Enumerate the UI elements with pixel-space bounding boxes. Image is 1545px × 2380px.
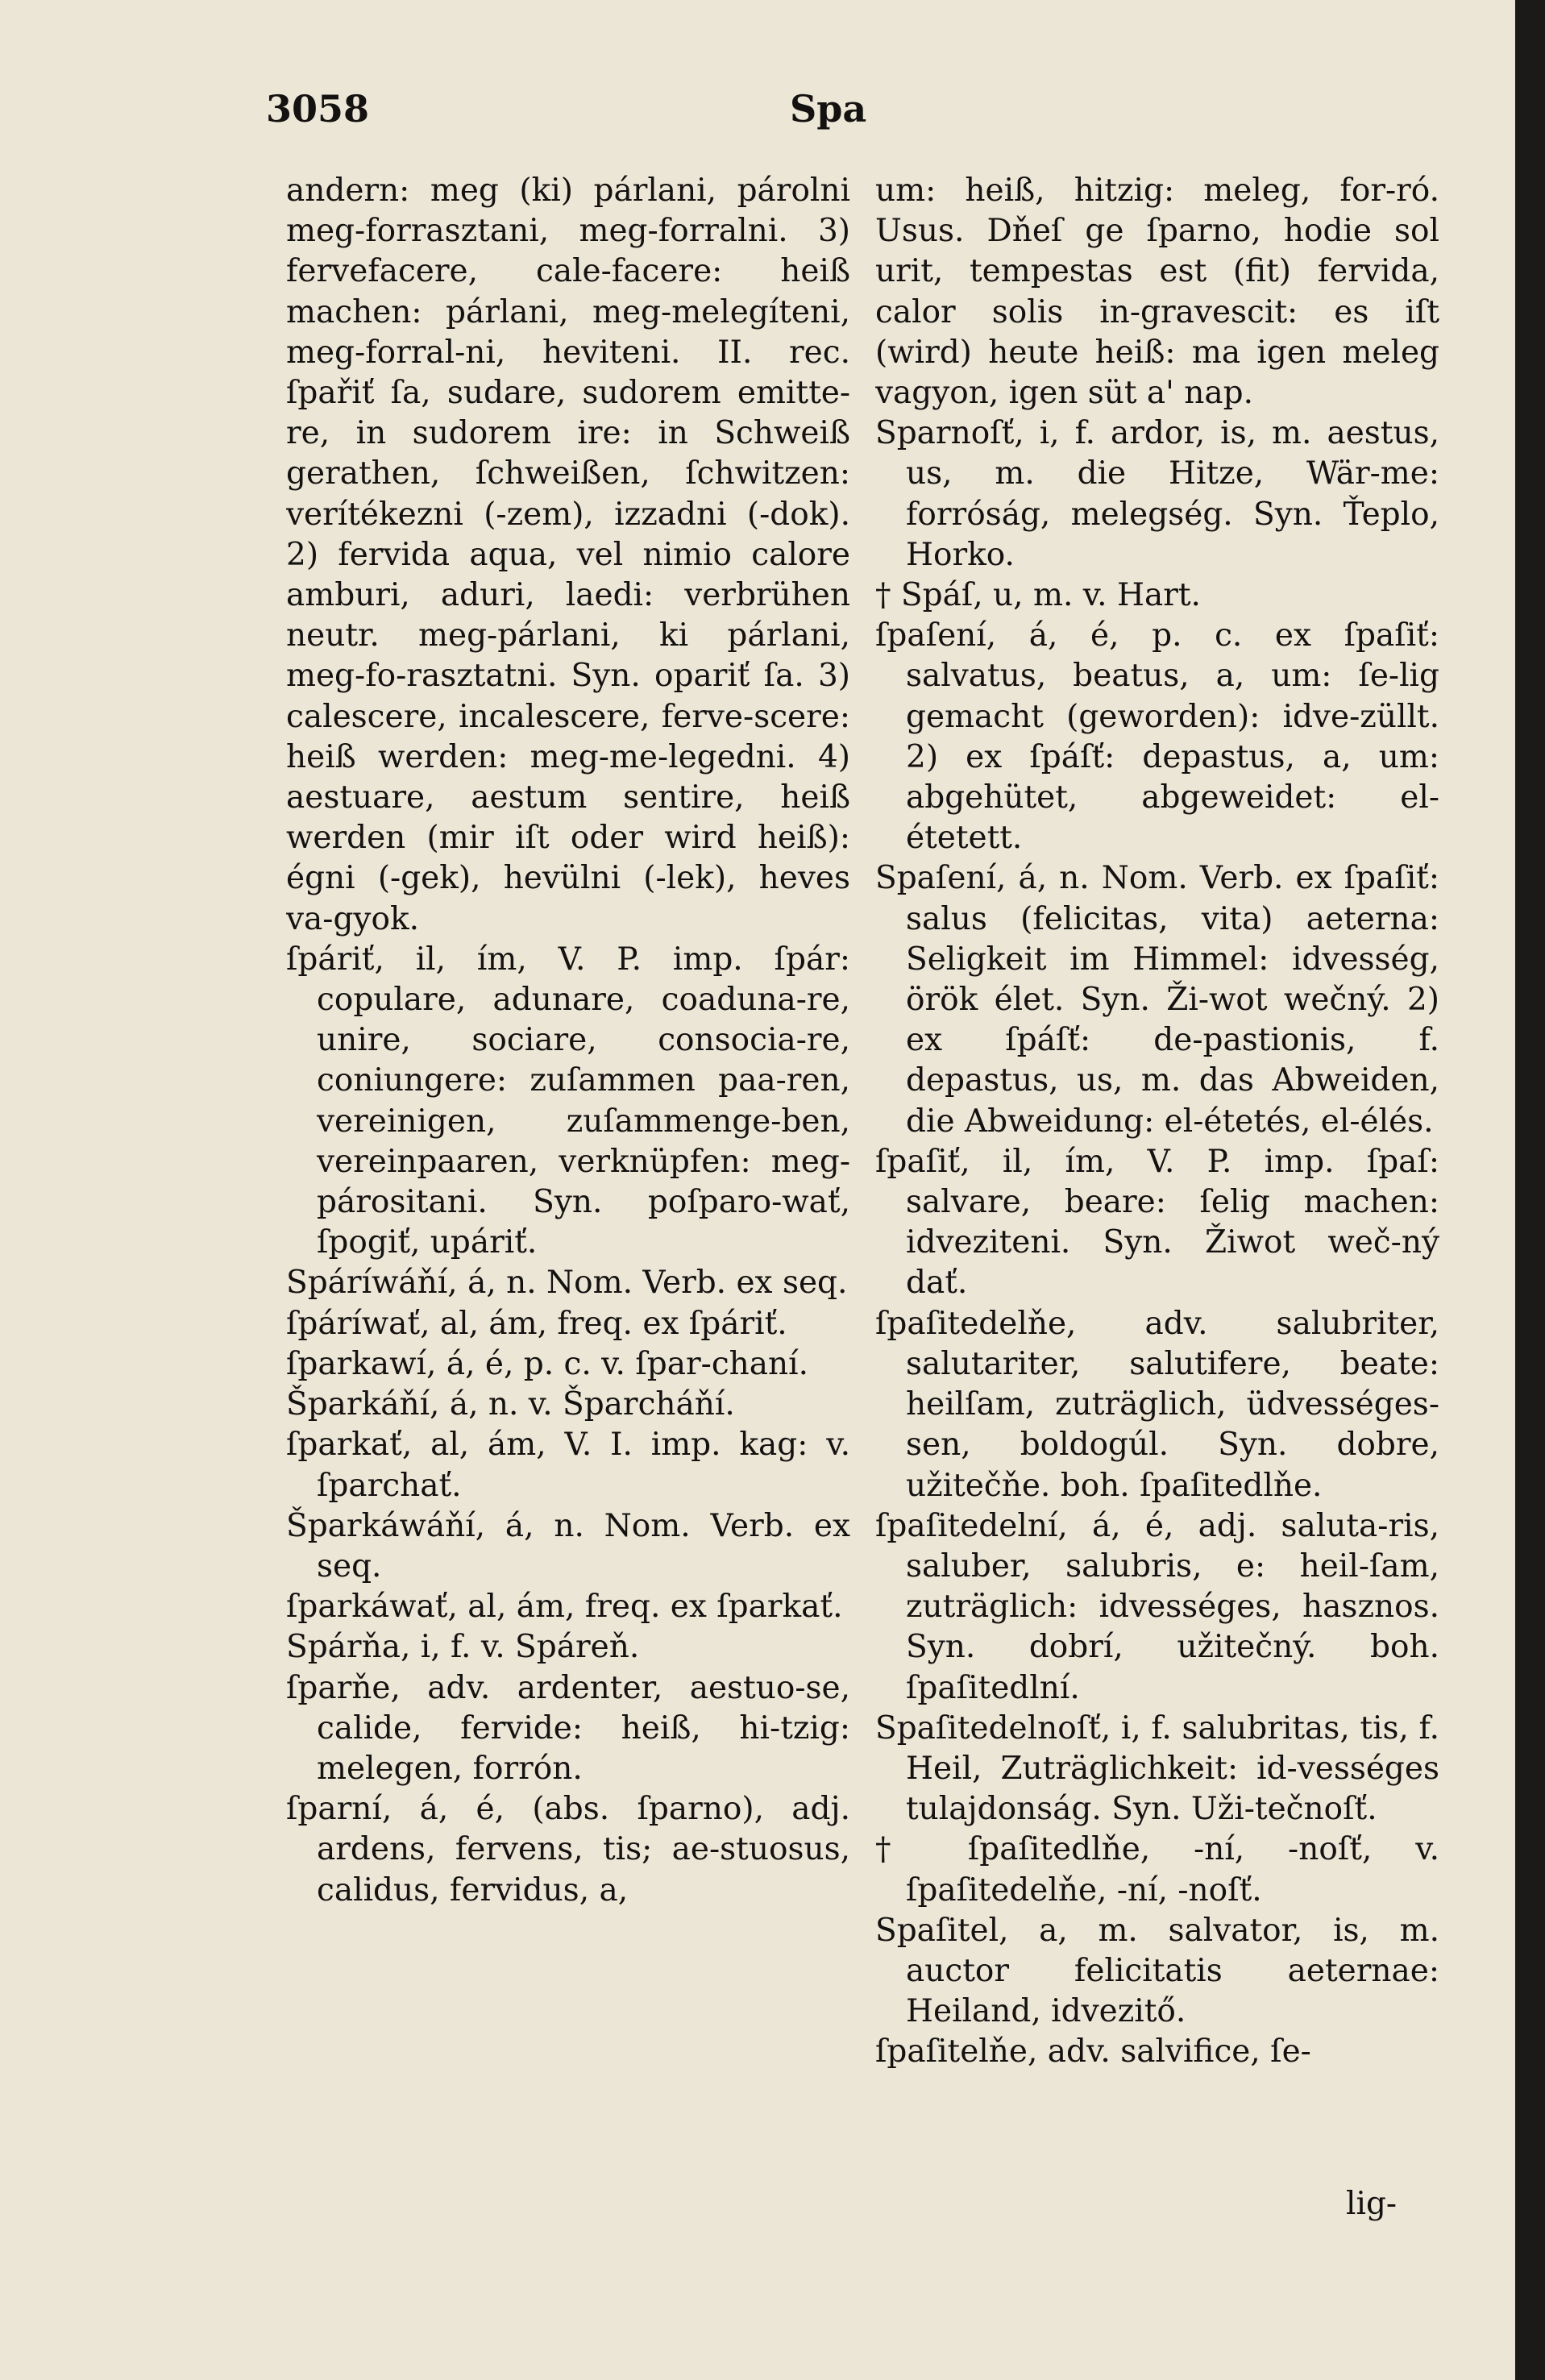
entry: † ſpaſitedlňe, -ní, -noſť, v. ſpaſitedelňe, -ní, -noſť. <box>875 1831 1439 1909</box>
running-head: Spa <box>790 87 867 131</box>
entry: ſparní, á, é, (abs. ſparno), adj. ardens, fervens, tis; ae-stuosus, calidus, fervidus, a, <box>286 1791 850 1909</box>
page-edge-shadow <box>1515 0 1545 2380</box>
entry: Spáríwáňí, á, n. Nom. Verb. ex seq. <box>286 1265 848 1302</box>
entry-continued: andern: meg (ki) párlani, párolni meg-forrasztani, meg-forralni. 3) fervefacere, cale-facere: heiß machen: párlani, meg-melegíteni, meg-forral-ni, heviteni. II. rec. ſpařiť ſa, sudare, sudorem emitte-re, in sudorem ire: in Schweiß gerathen, ſchweißen, ſchwitzen: verítékezni (-zem), izzadni (-dok). 2) fervida aqua, vel nimio calore amburi, aduri, laedi: verbrühen neutr. meg-párlani, ki párlani, meg-fo-rasztatni. Syn. opariť ſa. 3) calescere, incalescere, ferve-scere: heiß werden: meg-me-legedni. 4) aestuare, aestum sentire, heiß werden (mir iſt oder wird heiß): égni (-gek), hevülni (-lek), heves va-gyok. <box>286 172 850 937</box>
page-number: 3058 <box>266 87 370 131</box>
entry: ſparkať, al, ám, V. I. imp. kag: v. ſparchať. <box>286 1427 850 1504</box>
entry: Šparkáňí, á, n. v. Šparcháňí. <box>286 1386 735 1423</box>
entry: ſpaſení, á, é, p. c. ex ſpaſiť: salvatus, beatus, a, um: ſe-lig gemacht (geworden): idve-züllt. 2) ex ſpáſť: depastus, a, um: abgehütet, abgeweidet: el-étetett. <box>875 617 1439 857</box>
entry-continued: um: heiß, hitzig: meleg, for-ró. Usus. Dňeſ ge ſparno, hodie sol urit, tempestas est (fit) fervida, calor solis in-gravescit: es iſt (wird) heute heiß: ma igen meleg vagyon, igen süt a' nap. <box>875 172 1439 412</box>
entry: † Spáſ, u, m. v. Hart. <box>875 577 1201 614</box>
entry: ſparkáwať, al, ám, freq. ex ſparkať. <box>286 1589 843 1626</box>
entry: Spaſitedelnoſť, i, f. salubritas, tis, f. Heil, Zuträglichkeit: id-vességes tulajdonság. Syn. Uži-tečnoſť. <box>875 1709 1439 1828</box>
entry: Spaſení, á, n. Nom. Verb. ex ſpaſiť: salus (felicitas, vita) aeterna: Seligkeit im Himmel: idvesség, örök élet. Syn. Ži-wot wečný. 2) ex ſpáſť: de-pastionis, f. depastus, us, m. das Abweiden, die Abweidung: el-étetés, el-élés. <box>875 860 1439 1140</box>
entry: ſpaſitedelní, á, é, adj. saluta-ris, saluber, salubris, e: heil-ſam, zuträglich: idvességes, hasznos. Syn. dobrí, užitečný. boh. ſpaſitedlní. <box>875 1507 1439 1706</box>
entry: ſpaſitedelňe, adv. salubriter, salutariter, salutifere, beate: heilſam, zuträglich, üdvességes-sen, boldogúl. Syn. dobre, užitečňe. boh. ſpaſitedlňe. <box>875 1305 1439 1504</box>
entry: Šparkáwáňí, á, n. Nom. Verb. ex seq. <box>286 1507 850 1585</box>
entry: ſparňe, adv. ardenter, aestuo-se, calide, fervide: heiß, hi-tzig: melegen, forrón. <box>286 1669 850 1787</box>
entry: Sparnoſť, i, f. ardor, is, m. aestus, us, m. die Hitze, Wär-me: forróság, melegség. Syn. Ťeplo, Horko. <box>875 415 1439 573</box>
catchword: lig- <box>1346 2186 1398 2222</box>
entry: ſpáriť, il, ím, V. P. imp. ſpár: copulare, adunare, coaduna-re, unire, sociare, consocia-re, coniungere: zuſammen paa-ren, vereinigen, zuſammenge-ben, vereinpaaren, verknüpfen: meg-párositani. Syn. poſparo-wať, ſpogiť, upáriť. <box>286 941 850 1261</box>
left-column <box>286 171 850 2186</box>
right-column <box>875 171 1439 2186</box>
entry: Spaſitel, a, m. salvator, is, m. auctor felicitatis aeternae: Heiland, idvezitő. <box>875 1912 1439 2030</box>
entry: Spárňa, i, f. v. Spáreň. <box>286 1629 640 1666</box>
entry: ſpaſitelňe, adv. salvifice, ſe- <box>875 2033 1311 2071</box>
entry: ſparkawí, á, é, p. c. v. ſpar-chaní. <box>286 1345 809 1382</box>
page-header <box>266 87 1378 143</box>
entry: ſpáríwať, al, ám, freq. ex ſpáriť. <box>286 1305 787 1342</box>
entry: ſpaſiť, il, ím, V. P. imp. ſpaſ: salvare, beare: ſelig machen: idveziteni. Syn. Žiwot weč-ný dať. <box>875 1143 1439 1302</box>
